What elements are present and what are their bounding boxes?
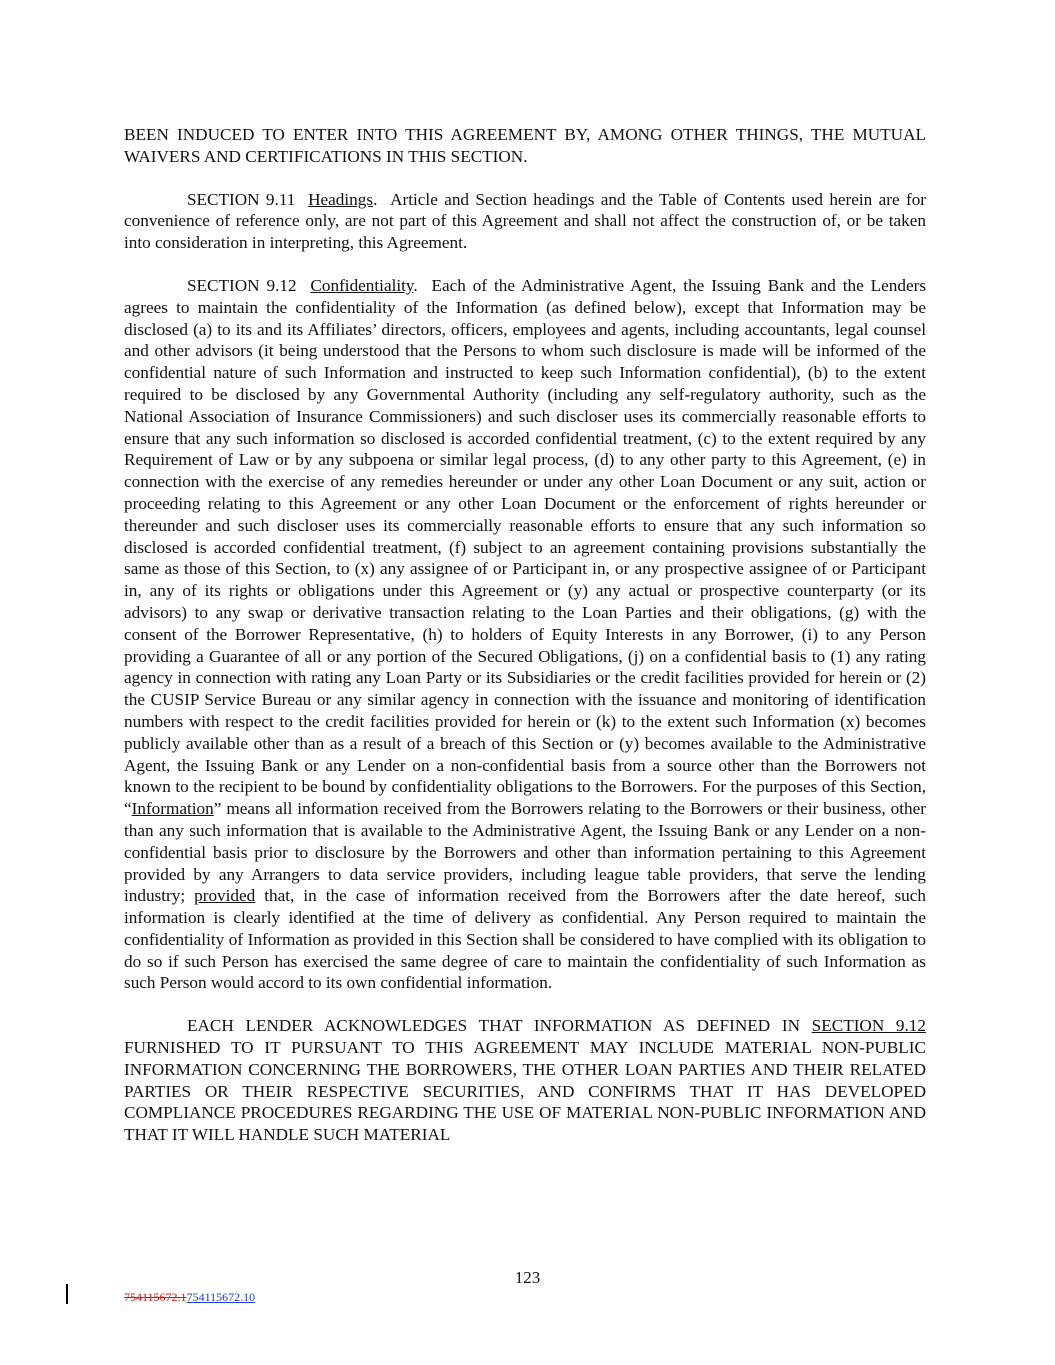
document-id [124,1290,255,1305]
page-number: 123 [514,1268,541,1287]
section-9-12-text-part1: Each of the Administrative Agent, the Issuing Bank and the Lenders agrees to maintain the confidentiality of the Information (as defined below), except that Information may be disclosed (a) to its and its Affiliates’ directors, officers, employees and agents, including accountants, legal counsel and other advisors (it being understood that the Persons to whom such disclosure is made will be informed of the confidential nature of such Information and instructed to keep such Information confidential), (b) to the extent required to be disclosed by any Governmental Authority (including any self-regulatory authority, such as the National Association of Insurance Commissioners) and such discloser uses its commercially reasonable efforts to ensure that any such information so disclosed is accorded confidential treatment, (c) to the extent required by any Requirement of Law or by any subpoena or similar legal process, (d) to any other party to this Agreement, (e) in connection with the exercise of any remedies hereunder or under any other Loan Document or any suit, action or proceeding relating to this Agreement or any other Loan Document or the enforcement of rights hereunder or thereunder and such discloser uses its commercially reasonable efforts to ensure that any such information so disclosed is accorded confidential treatment, (f) subject to an agreement containing provisions substantially the same as those of this Section, to (x) any assignee of or Participant in, or any prospective assignee of or Participant in, any of its rights or obligations under this Agreement or (y) any actual or prospective counterparty (or its advisors) to any swap or derivative transaction relating to the Loan Parties and their obligations, (g) with the consent of the Borrower Representative, (h) to holders of Equity Interests in any Borrower, (i) to any Person providing a Guarantee of all or any portion of the Secured Obligations, (j) on a confidential basis to (1) any rating agency in connection with rating any Loan Party or its Subsidiaries or the credit facilities provided for herein or (2) the CUSIP Service Bureau or any similar agency in connection with the issuance and monitoring of identification numbers with respect to the credit facilities provided for herein or (k) to the extent such Information (x) becomes publicly available other than as a result of a breach of this Section or (y) becomes available to the Administrative Agent, the Issuing Bank or any Lender on a non-confidential basis from a source other than the Borrowers not known to the recipient to be bound by confidentiality obligations to the Borrowers. For the purposes of this Section, “ [124,275,927,819]
document-body [124,124,926,1167]
section-9-11-text: Article and Section headings and the Table of Contents used herein are for convenience of reference only, are not part of this Agreement and shall not affect the construction of, or be taken into consideration in interpreting, this Agreement. [124,189,927,253]
section-9-12-reference: SECTION 9.12 [811,1016,926,1036]
acknowledgement-rest: FURNISHED TO IT PURSUANT TO THIS AGREEMENT MAY INCLUDE MATERIAL NON-PUBLIC INFORMATION CONCERNING THE BORROWERS, THE OTHER LOAN PARTIES AND THEIR RELATED PARTIES OR THEIR RESPECTIVE SECURITIES, AND CONFIRMS THAT IT HAS DEVELOPED COMPLIANCE PROCEDURES REGARDING THE USE OF MATERIAL NON-PUBLIC INFORMATION AND THAT IT WILL HANDLE SUCH MATERIAL [124,1038,926,1145]
section-9-12-heading: Confidentiality [310,275,414,295]
revision-change-bar [66,1284,68,1304]
intro-paragraph: BEEN INDUCED TO ENTER INTO THIS AGREEMENT BY, AMONG OTHER THINGS, THE MUTUAL WAIVERS AND CERTIFICATIONS IN THIS SECTION. [124,125,926,166]
document-id-deleted: 754115672.1 [124,1290,187,1304]
acknowledgement-paragraph [124,1015,926,1146]
section-9-11-paragraph: SECTION 9.11 Headings. Article and Section headings and the Table of Contents used herein are for convenience of reference only, are not part of this Agreement and shall not affect the construction of, or be taken into consideration in interpreting, this Agreement. [124,189,927,253]
section-9-12-paragraph: SECTION 9.12 Confidentiality. Each of the Administrative Agent, the Issuing Bank and the Lenders agrees to maintain the confidentiality of the Information (as defined below), except that Information may be disclosed (a) to its and its Affiliates’ directors, officers, employees and agents, including accountants, legal counsel and other advisors (it being understood that the Persons to whom such disclosure is made will be informed of the confidential nature of such Information and instructed to keep such Information confidential), (b) to the extent required to be disclosed by any Governmental Authority (including any self-regulatory authority, such as the National Association of Insurance Commissioners) and such discloser uses its commercially reasonable efforts to ensure that any such information so disclosed is accorded confidential treatment, (c) to the extent required by any Requirement of Law or by any subpoena or similar legal process, (d) to any other party to this Agreement, (e) in connection with the exercise of any remedies hereunder or under any other Loan Document or any suit, action or proceeding relating to this Agreement or any other Loan Document or the enforcement of rights hereunder or thereunder and such discloser uses its commercially reasonable efforts to ensure that any such information so disclosed is accorded confidential treatment, (f) subject to an agreement containing provisions substantially the same as those of this Section, to (x) any assignee of or Participant in, or any prospective assignee of or Participant in, any of its rights or obligations under this Agreement or (y) any actual or prospective counterparty (or its advisors) to any swap or derivative transaction relating to the Loan Parties and their obligations, (g) with the consent of the Borrower Representative, (h) to holders of Equity Interests in any Borrower, (i) to any Person providing a Guarantee of all or any portion of the Secured Obligations, (j) on a confidential basis to (1) any rating agency in connection with rating any Loan Party or its Subsidiaries or the credit facilities provided for herein or (2) the CUSIP Service Bureau or any similar agency in connection with the issuance and monitoring of identification numbers with respect to the credit facilities provided for herein or (k) to the extent such Information (x) becomes publicly available other than as a result of a breach of this Section or (y) becomes available to the Administrative Agent, the Issuing Bank or any Lender on a non-confidential basis from a source other than the Borrowers not known to the recipient to be bound by confidentiality obligations to the Borrowers. For the purposes of this Section, “Information” means all information received from the Borrowers relating to the Borrowers or their business, other than any such information that is available to the Administrative Agent, the Issuing Bank or any Lender on a non-confidential basis prior to disclosure by the Borrowers and other than information pertaining to this Agreement provided by any Arrangers to data service providers, including league table providers, that serve the lending industry; provided that, in the case of information received from the Borrowers after the date hereof, such information is clearly identified at the time of delivery as confidential. Any Person required to maintain the confidentiality of Information as provided in this Section shall be considered to have complied with its obligation to do so if such Person has exercised the same degree of care to maintain the confidentiality of such Information as such Person would accord to its own confidential information. [124,275,927,993]
section-9-12-number: SECTION 9.12 [187,275,297,295]
provided-term: provided [194,886,256,906]
section-9-12-text-part2: ” means all information received from the Borrowers relating to the Borrowers or their business, other than any such information that is available to the Administrative Agent, the Issuing Bank or any Lender on a non-confidential basis prior to disclosure by the Borrowers and other than information pertaining to this Agreement provided by any Arrangers to data service providers, including league table providers, that serve the lending industry; [124,799,926,906]
information-defined-term: Information [131,799,214,819]
section-9-11-heading: Headings [308,189,374,209]
section-9-12-text-part3: that, in the case of information received from the Borrowers after the date hereof, such information is clearly identified at the time of delivery as confidential. Any Person required to maintain the confidentiality of Information as provided in this Section shall be considered to have complied with its obligation to do so if such Person has exercised the same degree of care to maintain the confidentiality of such Information as such Person would accord to its own confidential information. [124,886,926,993]
document-id-inserted: 754115672.10 [186,1290,256,1304]
acknowledgement-lead: EACH LENDER ACKNOWLEDGES THAT INFORMATION AS DEFINED IN [187,1016,812,1036]
section-9-11-number: SECTION 9.11 [187,189,296,209]
